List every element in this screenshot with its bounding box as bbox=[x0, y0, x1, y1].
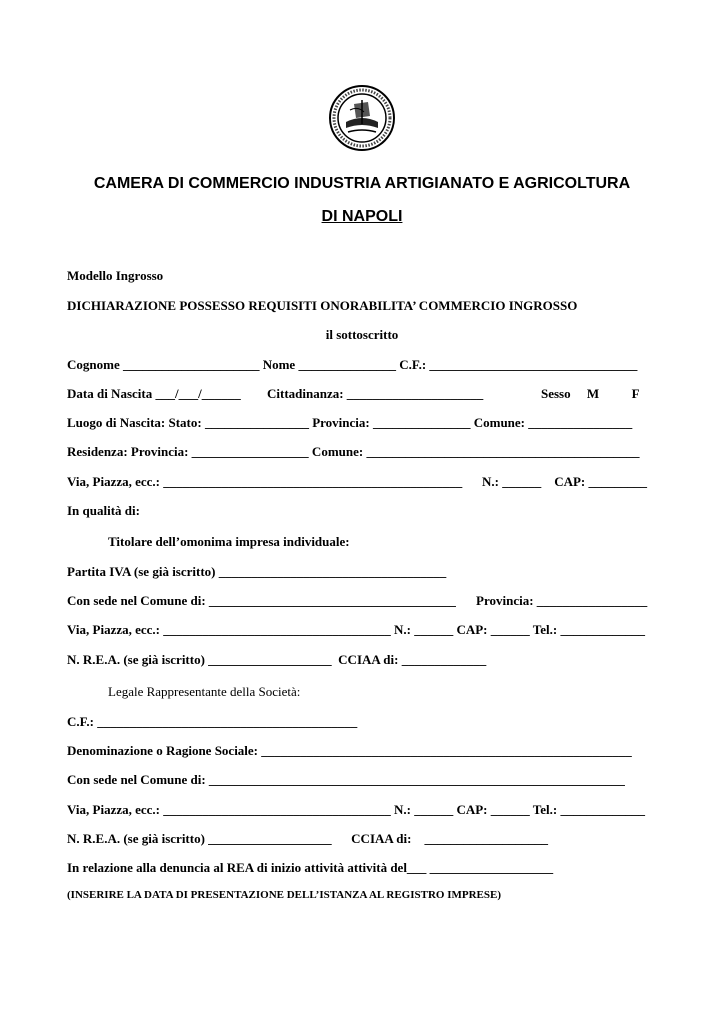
chamber-seal-icon bbox=[328, 84, 396, 152]
rea-start-date-line[interactable]: In relazione alla denuncia al REA di inizio attività attività del___ ___________________ bbox=[67, 860, 554, 875]
company-seat-line-2[interactable]: Con sede nel Comune di: ________________________________________________________________ bbox=[67, 772, 625, 787]
title-city: DI NAPOLI bbox=[321, 208, 403, 225]
title-line-1: CAMERA DI COMMERCIO INDUSTRIA ARTIGIANATO E AGRICOLTURA bbox=[93, 175, 631, 192]
birth-date-line[interactable]: Data di Nascita ___/___/______ bbox=[67, 386, 241, 401]
address-line-3[interactable]: Via, Piazza, ecc.: ___________________________________ N.: ______ CAP: ______ Tel.: _____________ bbox=[67, 802, 645, 817]
instruction-note: (INSERIRE LA DATA DI PRESENTAZIONE DELL’ISTANZA AL REGISTRO IMPRESE) bbox=[67, 889, 502, 901]
declaration-heading: DICHIARAZIONE POSSESSO REQUISITI ONORABILITA’ COMMERCIO INGROSSO bbox=[67, 298, 578, 313]
capacity-label: In qualità di: bbox=[67, 503, 140, 518]
address-line-2[interactable]: Via, Piazza, ecc.: ___________________________________ N.: ______ CAP: ______ Tel.: _____________ bbox=[67, 622, 645, 637]
company-seat-line-1[interactable]: Con sede nel Comune di: ______________________________________ bbox=[67, 593, 456, 608]
citizenship-line[interactable]: Cittadinanza: _____________________ bbox=[267, 386, 484, 401]
vat-number-line[interactable]: Partita IVA (se già iscritto) ___________________________________ bbox=[67, 564, 447, 579]
rea-line-1[interactable]: N. R.E.A. (se già iscritto) ___________________ CCIAA di: _____________ bbox=[67, 652, 487, 667]
form-model: Modello Ingrosso bbox=[67, 268, 164, 283]
province-line-1[interactable]: Provincia: _________________ bbox=[476, 593, 648, 608]
residence-line[interactable]: Residenza: Provincia: __________________ Comune: __________________________________________ bbox=[67, 444, 640, 459]
surname-name-cf-line[interactable]: Cognome _____________________ Nome _______________ C.F.: ________________________________ bbox=[67, 357, 638, 372]
rea-line-2[interactable]: N. R.E.A. (se già iscritto) ___________________ CCIAA di: ___________________ bbox=[67, 831, 548, 846]
sex-line[interactable]: Sesso M F bbox=[541, 386, 640, 401]
undersigned-label: il sottoscritto bbox=[325, 327, 399, 342]
address-number-cap-1[interactable]: N.: ______ CAP: _________ bbox=[482, 474, 648, 489]
company-name-line[interactable]: Denominazione o Ragione Sociale: _________________________________________________________ bbox=[67, 743, 632, 758]
sole-owner-label: Titolare dell’omonima impresa individuale: bbox=[108, 534, 350, 549]
title-line-2 bbox=[0, 208, 724, 226]
birthplace-line[interactable]: Luogo di Nascita: Stato: ________________ Provincia: _______________ Comune: ________________ bbox=[67, 415, 633, 430]
address-line-1[interactable]: Via, Piazza, ecc.: ______________________________________________ bbox=[67, 474, 463, 489]
legal-representative-label: Legale Rappresentante della Società: bbox=[108, 684, 301, 699]
company-cf-line[interactable]: C.F.: ________________________________________ bbox=[67, 714, 358, 729]
